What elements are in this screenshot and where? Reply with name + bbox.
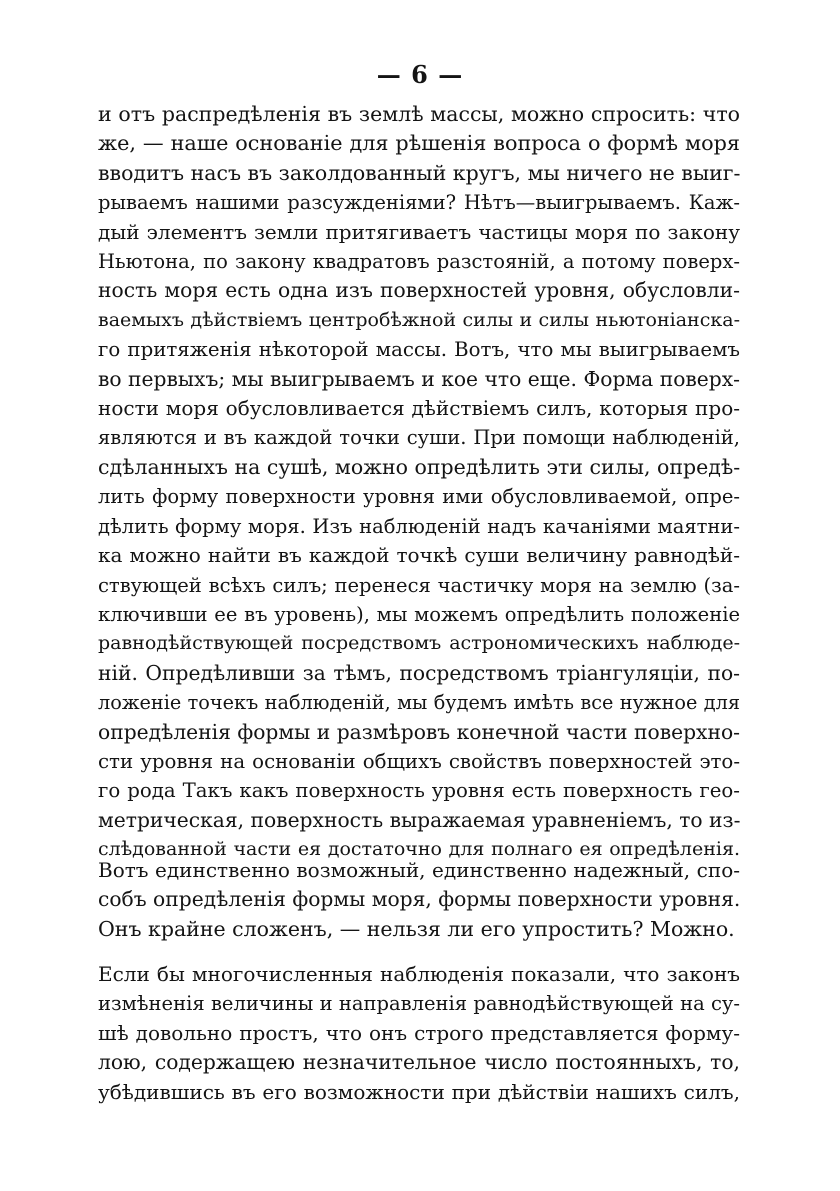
paragraph-2	[98, 856, 740, 944]
text-line: сти уровня на основаніи общихъ свойствъ поверхностей это-	[98, 749, 740, 773]
text-line: являются и въ каждой точки суши. При помощи наблюденій,	[98, 426, 740, 450]
text-line: дѣлить форму моря. Изъ наблюденій надъ качаніями маятни-	[98, 514, 740, 538]
text-line: опредѣленія формы и размѣровъ конечной части поверхно-	[98, 719, 740, 744]
text-line: рываемъ нашими разсужденіями? Нѣтъ—выигрываемъ. Каж-	[98, 191, 740, 215]
text-line: собъ опредѣленія формы моря, формы поверхности уровня.	[98, 887, 741, 912]
page-number: — 6 —	[376, 60, 464, 89]
text-line: Онъ крайне сложенъ, — нельзя ли его упростить? Можно.	[98, 916, 735, 941]
text-line: ка можно найти въ каждой точкѣ суши величину равнодѣй-	[98, 543, 740, 568]
text-line: ній. Опредѣливши за тѣмъ, посредствомъ тріангуляціи, по-	[98, 660, 740, 685]
text-line: Если бы многочисленныя наблюденія показали, что законъ	[98, 962, 740, 986]
text-line: Вотъ единственно возможный, единственно надежный, спо-	[98, 858, 740, 882]
text-line: убѣдившись въ его возможности при дѣйствіи нашихъ силъ,	[98, 1079, 740, 1104]
text-line: лить форму поверхности уровня ими обусловливаемой, опре-	[98, 485, 740, 509]
text-line: ности моря обусловливается дѣйствіемъ силъ, которыя про-	[98, 396, 740, 421]
text-line: ключивши ее въ уровень), мы можемъ опредѣлить положеніе	[98, 602, 740, 626]
paragraph-3	[98, 960, 740, 1107]
text-line: и отъ распредѣленія въ землѣ массы, можно спросить: что	[98, 102, 740, 126]
text-line: го рода Такъ какъ поверхность уровня есть поверхность гео-	[98, 779, 740, 803]
text-line: ваемыхъ дѣйствіемъ центробѣжной силы и силы ньютоніанска-	[98, 308, 740, 331]
text-line: ность моря есть одна изъ поверхностей уровня, обусловли-	[98, 278, 740, 303]
text-line: лою, содержащею незначительное число постоянныхъ, то,	[98, 1050, 740, 1075]
text-line: ложеніе точекъ наблюденій, мы будемъ имѣть все нужное для	[98, 691, 740, 715]
text-line: равнодѣйствующей посредствомъ астрономическихъ наблюде-	[98, 632, 740, 655]
text-line: метрическая, поверхность выражаемая уравненіемъ, то из-	[98, 807, 741, 832]
text-line: Ньютона, по закону квадратовъ разстояній, а потому поверх-	[98, 250, 740, 274]
text-line: измѣненія величины и направленія равнодѣйствующей на су-	[98, 992, 740, 1016]
text-line: ствующей всѣхъ силъ; перенеся частичку моря на землю (за-	[98, 573, 740, 597]
paragraph-1	[98, 100, 740, 865]
text-line: же, — наше основаніе для рѣшенія вопроса о формѣ моря	[98, 131, 740, 156]
text-line: сдѣланныхъ на сушѣ, можно опредѣлить эти силы, опредѣ-	[98, 454, 741, 479]
text-line: во первыхъ; мы выигрываемъ и кое что еще. Форма поверх-	[98, 366, 740, 391]
text-line: дый элементъ земли притягиваетъ частицы моря по закону	[98, 219, 740, 244]
text-line: шѣ довольно простъ, что онъ строго представляется форму-	[98, 1020, 740, 1045]
text-line: слѣдованной части ея достаточно для полнаго ея опредѣленія.	[98, 838, 740, 861]
text-line: вводитъ насъ въ заколдованный кругъ, мы ничего не выиг-	[98, 160, 741, 185]
text-line: го притяженія нѣкоторой массы. Вотъ, что мы выигрываемъ	[98, 338, 740, 362]
